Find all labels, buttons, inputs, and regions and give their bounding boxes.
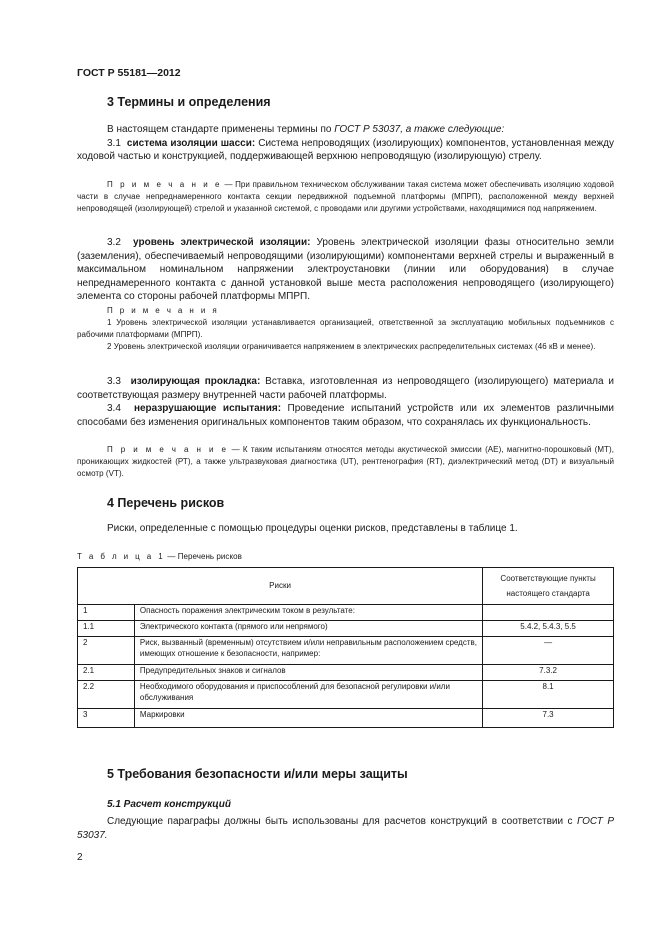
subsection-5-1-title: 5.1 Расчет конструкций xyxy=(107,799,231,810)
section-3-body xyxy=(77,123,614,164)
notes-3-2: П р и м е ч а н и я 1 Уровень электрической изоляции устанавливается организацией, ответственной за эксплуатацию мобильных подъемников с рабочими платформами (МПРП). 2 Уровень электрической изоляции ограничивается напряжением в электрических распределительных системах (46 кВ и менее). xyxy=(77,306,614,351)
terms-3-3-3-4 xyxy=(77,375,614,429)
section-5-title: 5 Требования безопасности и/или меры защиты xyxy=(107,767,408,781)
section-3-intro: В настоящем стандарте применены термины по ГОСТ Р 53037, а также следующие: xyxy=(107,124,505,135)
table-caption: Т а б л и ц а 1 — Перечень рисков xyxy=(77,552,242,561)
subsection-5-1-text: Следующие параграфы должны быть использованы для расчетов конструкций в соответствии с ГОСТ Р 53037. xyxy=(77,816,614,841)
table-header-row xyxy=(78,568,614,605)
term-3-2: 3.2 уровень электрической изоляции: Уровень электрической изоляции фазы относительно земли (заземления), обеспечиваемый непроводящими (изолирующими) компонентами верхней стрелы и выраженный в максимальном номинальном напряжении электроустановки (линии или оборудования) в случае непреднамеренного контакта с данной установкой выше места расположения непроводящего (изолирующего) элемента со стороны рабочей платформы МПРП. xyxy=(77,237,614,302)
page-number: 2 xyxy=(77,852,83,863)
header-risks: Риски xyxy=(78,568,483,605)
table-row: 3 Маркировки 7.3 xyxy=(78,709,614,728)
term-3-3: 3.3 изолирующая прокладка: Вставка, изготовленная из непроводящего (изолирующего) материала и соответствующая размеру внутренней части рабочей платформы. xyxy=(77,376,614,401)
table-row: 2.1 Предупредительных знаков и сигналов 7.3.2 xyxy=(78,665,614,681)
section-3-title: 3 Термины и определения xyxy=(107,95,271,109)
document-header: ГОСТ Р 55181—2012 xyxy=(77,67,181,79)
table-row: 2.2 Необходимого оборудования и приспособлений для безопасной регулировки и/или обслуживания 8.1 xyxy=(78,681,614,709)
note-3-1: П р и м е ч а н и е — При правильном техническом обслуживании такая система может обеспечивать изоляцию ходовой части в случае непреднамеренного контакта секции передвижной подъемной платформы (МПРП), расположенной между верхней непроводящей (изолирующей) стрелой и указанной системой, с проводами или другими устройствами, находящимися под напряжением. xyxy=(77,180,614,213)
term-3-4: 3.4 неразрушающие испытания: Проведение испытаний устройств или их элементов различными способами без изменения оригинальных компонентов таким образом, что сохранялась их функциональность. xyxy=(77,403,614,428)
section-4-intro: Риски, определенные с помощью процедуры оценки рисков, представлены в таблице 1. xyxy=(107,523,518,534)
table-row: 1 Опасность поражения электрическим током в результате: xyxy=(78,605,614,621)
risks-table xyxy=(77,567,614,728)
header-points: Соответствующие пункты настоящего стандарта xyxy=(483,568,614,605)
table-row: 2 Риск, вызванный (временным) отсутствием и/или неправильным расположением средств, имеющих отношение к безопасности, например: — xyxy=(78,637,614,665)
table-row: 1.1 Электрического контакта (прямого или непрямого) 5.4.2, 5.4.3, 5.5 xyxy=(78,621,614,637)
term-3-1: 3.1 система изоляции шасси: Система непроводящих (изолирующих) компонентов, установленная между ходовой частью и конструкцией, поддерживающей верхнюю непроводящую (изолирующую) стрелу. xyxy=(77,137,614,162)
note-3-4: П р и м е ч а н и е — К таким испытаниям относятся методы акустической эмиссии (АЕ), магнитно-порошковый (МТ), проникающих жидкостей (РТ), а также ультразвуковая диагностика (UT), рентгенография (RT), диэлектрический метод (DT) и визуальный осмотр (VT). xyxy=(77,445,614,478)
section-4-title: 4 Перечень рисков xyxy=(107,496,225,510)
